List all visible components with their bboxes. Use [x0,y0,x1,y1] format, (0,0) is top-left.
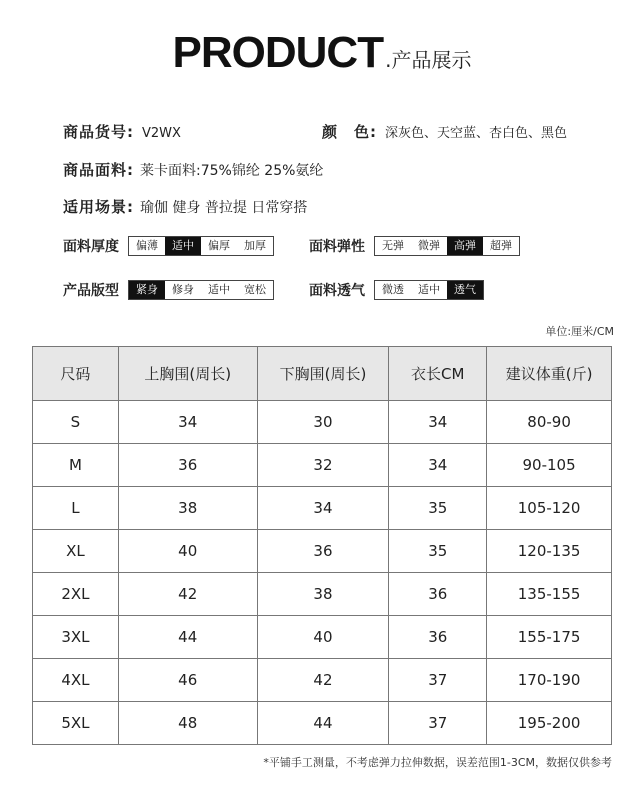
item-no-label: 商品货号: [63,123,134,141]
scale-fit-label: 产品版型 [63,283,119,299]
header-length: 衣长CM [389,347,487,401]
cell-upper-bust: 46 [118,659,257,702]
cell-under-bust: 42 [257,659,389,702]
scale-breathability-option: 透气 [447,281,483,299]
header-size: 尺码 [33,347,119,401]
scale-thickness-option: 加厚 [244,239,266,252]
cell-upper-bust: 36 [118,444,257,487]
cell-upper-bust: 40 [118,530,257,573]
cell-size: S [33,401,119,444]
cell-weight: 195-200 [487,702,612,745]
cell-length: 37 [389,702,487,745]
footnote: *平铺手工测量，不考虑弹力拉伸数据，误差范围1-3CM，数据仅供参考 [263,756,612,769]
color-label: 颜 色: [322,123,377,141]
cell-weight: 170-190 [487,659,612,702]
cell-size: 5XL [33,702,119,745]
header-weight: 建议体重(斤) [487,347,612,401]
cell-length: 37 [389,659,487,702]
cell-weight: 120-135 [487,530,612,573]
cell-length: 35 [389,487,487,530]
scale-thickness-option: 偏厚 [208,239,230,252]
scale-thickness-option: 偏薄 [136,239,158,252]
cell-weight: 80-90 [487,401,612,444]
scale-elasticity-option: 微弹 [418,239,440,252]
scale-breathability-option: 适中 [418,283,440,296]
cell-weight: 155-175 [487,616,612,659]
scale-fit [63,280,274,300]
cell-length: 34 [389,444,487,487]
scale-thickness-label: 面料厚度 [63,239,119,255]
scale-fit-option: 修身 [172,283,194,296]
cell-under-bust: 40 [257,616,389,659]
title-sub: .产品展示 [385,48,472,72]
scale-elasticity-option: 超弹 [490,239,512,252]
scale-fit-option: 适中 [208,283,230,296]
color-row [322,121,567,142]
cell-length: 36 [389,573,487,616]
scale-elasticity-label: 面料弹性 [309,239,365,255]
cell-upper-bust: 44 [118,616,257,659]
item-no-value: V2WX [142,126,181,141]
table-row [33,616,612,659]
cell-size: 3XL [33,616,119,659]
cell-size: M [33,444,119,487]
cell-size: L [33,487,119,530]
scale-fit-options [128,280,274,300]
scale-elasticity [309,236,520,256]
fabric-value: 莱卡面料:75%锦纶 25%氨纶 [140,163,324,179]
table-row [33,573,612,616]
table-row [33,530,612,573]
fabric-label: 商品面料: [63,161,134,179]
cell-under-bust: 30 [257,401,389,444]
cell-under-bust: 32 [257,444,389,487]
size-table-body [33,401,612,745]
cell-length: 34 [389,401,487,444]
cell-length: 36 [389,616,487,659]
unit-note: 单位:厘米/CM [545,325,614,338]
cell-size: 4XL [33,659,119,702]
cell-upper-bust: 42 [118,573,257,616]
cell-under-bust: 44 [257,702,389,745]
title-main: PRODUCT [172,28,384,77]
color-value: 深灰色、天空蓝、杏白色、黑色 [385,126,568,141]
scale-thickness [63,236,274,256]
scale-elasticity-option: 高弹 [447,237,483,255]
scene-row [63,196,307,217]
scale-breathability-option: 微透 [382,283,404,296]
header-under-bust: 下胸围(周长) [257,347,389,401]
fabric-row [63,159,323,180]
cell-size: 2XL [33,573,119,616]
cell-upper-bust: 48 [118,702,257,745]
table-row [33,444,612,487]
scale-fit-option: 紧身 [129,281,165,299]
scale-breathability [309,280,484,300]
scale-thickness-option: 适中 [165,237,201,255]
item-no-row [63,121,181,142]
scene-value: 瑜伽 健身 普拉提 日常穿搭 [140,200,308,216]
cell-under-bust: 38 [257,573,389,616]
size-table-header-row [33,347,612,401]
table-row [33,702,612,745]
header-upper-bust: 上胸围(周长) [118,347,257,401]
cell-under-bust: 36 [257,530,389,573]
table-row [33,659,612,702]
page-title [0,28,644,78]
cell-weight: 90-105 [487,444,612,487]
scale-elasticity-options [374,236,520,256]
cell-weight: 105-120 [487,487,612,530]
cell-under-bust: 34 [257,487,389,530]
cell-weight: 135-155 [487,573,612,616]
table-row [33,401,612,444]
cell-upper-bust: 38 [118,487,257,530]
scale-breathability-options [374,280,484,300]
scale-elasticity-option: 无弹 [382,239,404,252]
scale-breathability-label: 面料透气 [309,283,365,299]
table-row [33,487,612,530]
size-table [32,346,612,745]
cell-upper-bust: 34 [118,401,257,444]
scale-fit-option: 宽松 [244,283,266,296]
scale-thickness-options [128,236,274,256]
cell-size: XL [33,530,119,573]
scene-label: 适用场景: [63,198,134,216]
cell-length: 35 [389,530,487,573]
